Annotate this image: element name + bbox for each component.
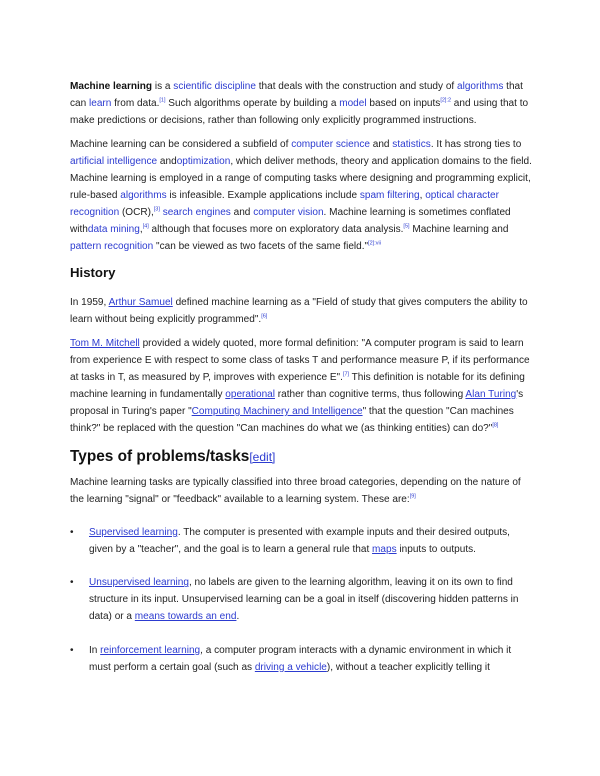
text: and using that to make predictions or decisions, rather than following only explicitly programmed instructions. bbox=[70, 97, 529, 126]
text: Machine learning and bbox=[409, 224, 509, 236]
text: is infeasible. Example applications include bbox=[166, 190, 360, 202]
text: Such algorithms operate by building a bbox=[165, 97, 340, 109]
link-computer-vision[interactable]: computer vision bbox=[253, 207, 324, 219]
text: provided a widely quoted, more formal definition: "A computer program is said to learn from experience E with respect to some class of tasks T and performance measure P, if its performance at tasks in T, as measured by P, improves with experience E". bbox=[70, 338, 530, 384]
ref-3[interactable]: [3] bbox=[153, 206, 160, 213]
history-paragraph-1 bbox=[70, 295, 532, 329]
bullet-icon: • bbox=[70, 644, 74, 656]
link-spam-filtering[interactable]: spam filtering bbox=[359, 190, 420, 202]
text: This definition is notable for its defining machine learning in fundamentally bbox=[70, 372, 525, 401]
text: In 1959, bbox=[70, 296, 109, 308]
link-data-mining[interactable]: data mining bbox=[87, 224, 140, 236]
link-model[interactable]: model bbox=[339, 97, 367, 109]
ref-9[interactable]: [9] bbox=[409, 493, 416, 500]
link-reinforcement-learning[interactable]: reinforcement learning bbox=[100, 644, 201, 656]
link-computer-science[interactable]: computer science bbox=[291, 139, 370, 151]
intro-paragraph bbox=[70, 79, 532, 130]
text: inputs to outputs. bbox=[396, 543, 476, 555]
text: (OCR), bbox=[119, 207, 154, 219]
list-item bbox=[70, 525, 532, 559]
text: In bbox=[89, 644, 101, 656]
text: 's proposal in Turing's paper " bbox=[70, 389, 524, 418]
text: although that focuses more on exploratory data analysis. bbox=[148, 224, 404, 236]
link-statistics[interactable]: statistics bbox=[392, 139, 431, 151]
text: . bbox=[236, 611, 240, 623]
ref-history-8[interactable]: [8] bbox=[492, 422, 499, 429]
link-optimization[interactable]: optimization bbox=[176, 156, 231, 168]
text: and bbox=[230, 207, 254, 219]
types-heading bbox=[70, 447, 532, 467]
link-operational[interactable]: operational bbox=[225, 389, 275, 401]
list-item bbox=[70, 575, 532, 626]
bullet-icon: • bbox=[70, 526, 74, 538]
edit-link[interactable]: [edit] bbox=[249, 449, 276, 464]
text: based on inputs bbox=[366, 97, 441, 109]
bullet-icon: • bbox=[70, 577, 74, 589]
link-artificial-intelligence[interactable]: artificial intelligence bbox=[70, 156, 158, 168]
link-pattern-recognition[interactable]: pattern recognition bbox=[70, 241, 154, 253]
ref-6[interactable]: [2]:vii bbox=[368, 240, 381, 247]
subfield-paragraph bbox=[70, 137, 532, 256]
link-maps[interactable]: maps bbox=[372, 543, 397, 555]
text: , which deliver methods, theory and application domains to the field. Machine learning is employed in a range of computing tasks where designing and programming explicit, rule-based bbox=[70, 156, 532, 202]
text: , no labels are given to the learning algorithm, leaving it on its own to find structure in its input. Unsupervised learning can be a goal in itself (discovering hidden patterns in data) or a bbox=[89, 577, 519, 623]
ref-1[interactable]: [1] bbox=[159, 97, 166, 104]
list-item bbox=[70, 643, 532, 677]
link-arthur-samuel[interactable]: Arthur Samuel bbox=[108, 296, 173, 308]
text: defined machine learning as a "Field of study that gives computers the ability to learn without being explicitly programmed". bbox=[70, 296, 528, 325]
text: rather than cognitive terms, thus following bbox=[274, 389, 466, 401]
text: is a bbox=[152, 81, 174, 92]
task-types-list bbox=[70, 525, 532, 677]
text: "can be viewed as two facets of the same field." bbox=[153, 241, 369, 253]
ref-history-7[interactable]: [7] bbox=[342, 371, 350, 378]
ref-4[interactable]: [4] bbox=[142, 223, 149, 230]
ref-history-6[interactable]: [6] bbox=[261, 313, 268, 320]
link-supervised-learning[interactable]: Supervised learning bbox=[89, 526, 178, 538]
text: Machine learning tasks are typically classified into three broad categories, depending on the nature of the learning "signal" or "feedback" available to a learning system. These are: bbox=[70, 476, 521, 505]
text: " that the question "Can machines think?" be replaced with the question "Can machines do what we (as thinking entities) can do?" bbox=[70, 406, 514, 434]
text: , bbox=[419, 190, 426, 202]
link-computing-machinery[interactable]: Computing Machinery and Intelligence bbox=[191, 406, 363, 418]
text: and bbox=[369, 139, 393, 151]
text: . Machine learning is sometimes conflated with bbox=[70, 207, 511, 236]
history-heading: History bbox=[70, 264, 116, 280]
link-algorithms-2[interactable]: algorithms bbox=[120, 190, 167, 202]
ref-5[interactable]: [5] bbox=[403, 223, 410, 230]
term-bold: Machine learning bbox=[70, 81, 153, 92]
link-scientific-discipline[interactable]: scientific discipline bbox=[173, 81, 256, 92]
text: Machine learning can be considered a subfield of bbox=[70, 139, 292, 151]
text: ), without a teacher explicitly telling it bbox=[326, 661, 490, 673]
text: . It has strong ties to bbox=[430, 139, 522, 151]
article-body bbox=[70, 79, 532, 693]
ref-2[interactable]: [2]:2 bbox=[440, 97, 452, 104]
types-intro-paragraph bbox=[70, 475, 532, 509]
link-unsupervised-learning[interactable]: Unsupervised learning bbox=[89, 577, 189, 589]
link-means-towards-an-end[interactable]: means towards an end bbox=[134, 611, 237, 623]
types-heading-text: Types of problems/tasks bbox=[70, 447, 250, 465]
link-ocr[interactable]: optical character recognition bbox=[70, 190, 499, 219]
text: that can bbox=[70, 81, 523, 109]
text: and bbox=[157, 156, 177, 168]
text: from data. bbox=[111, 97, 160, 109]
link-tom-mitchell[interactable]: Tom M. Mitchell bbox=[70, 338, 140, 350]
link-driving-a-vehicle[interactable]: driving a vehicle bbox=[254, 661, 327, 673]
text: , bbox=[139, 224, 143, 236]
link-algorithms[interactable]: algorithms bbox=[457, 81, 504, 92]
link-alan-turing[interactable]: Alan Turing bbox=[465, 389, 517, 401]
text: . The computer is presented with example inputs and their desired outputs, given by a "teacher", and the goal is to learn a general rule that bbox=[89, 526, 510, 555]
text: that deals with the construction and study of bbox=[255, 81, 458, 92]
history-paragraph-2 bbox=[70, 336, 532, 438]
link-search-engines[interactable]: search engines bbox=[162, 207, 231, 219]
text: , a computer program interacts with a dynamic environment in which it must perform a certain goal (such as bbox=[89, 644, 512, 673]
link-learn[interactable]: learn bbox=[89, 97, 112, 109]
